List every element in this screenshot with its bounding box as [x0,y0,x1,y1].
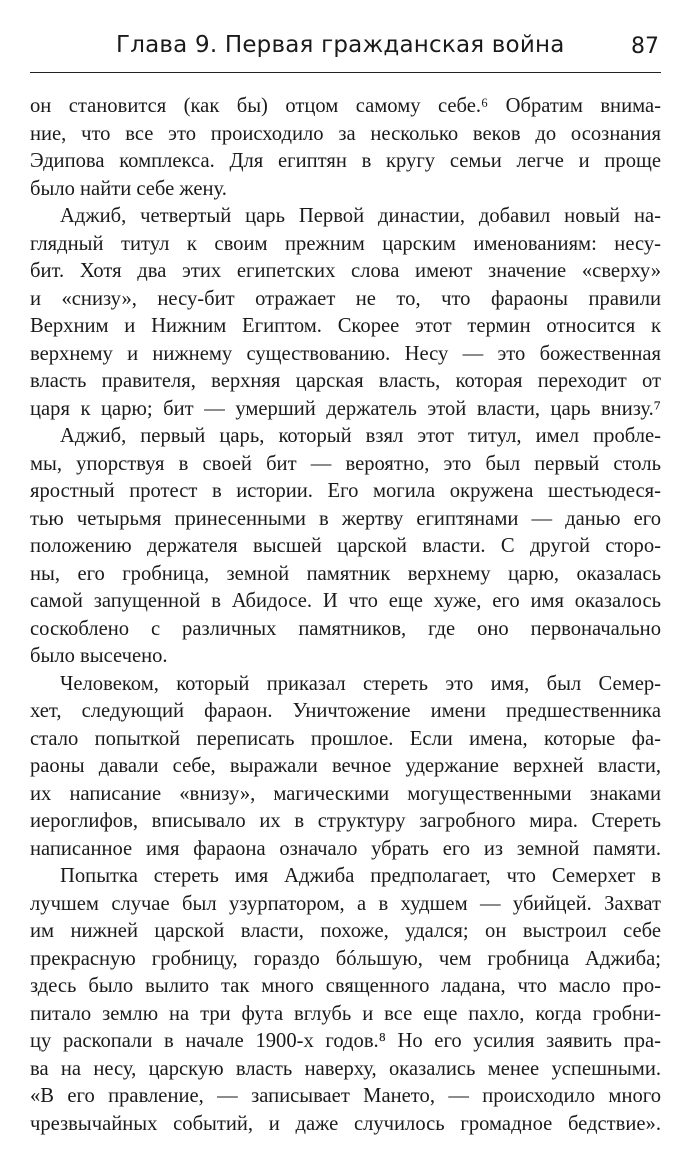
text-line: Человеком, который приказал стереть это имя, был Семер- [60,672,661,695]
text-line: яростный протест в истории. Его могила окружена шестьюдеся- [30,480,661,502]
text-line: самой запущенной в Абидосе. И что еще хуже, его имя оказалось [30,590,661,612]
text-line: ва на несу, царскую власть наверху, оказались менее успешными. [30,1057,661,1080]
text-line: положению держателя высшей царской власти. С другой сторо- [30,535,661,557]
text-line: ны, его гробница, земной памятник верхнему царю, оказалась [30,562,661,585]
text-line: Верхним и Нижним Египтом. Скорее этот термин относится к [30,315,661,337]
text-line: здесь было вылито так много священного ладана, что масло про- [30,975,661,997]
text-line: иероглифов, вписывало их в структуру загробного мира. Стереть [30,810,661,832]
text-line: прекрасную гробницу, гораздо бóльшую, чем гробница Аджиба; [30,947,661,970]
text-line: Попытка стереть имя Аджиба предполагает, что Семерхет в [60,865,661,887]
text-line: глядный титул к своим прежним царским именованиям: несу- [30,232,661,255]
text-line: раоны давали себе, выражали вечное удержание верхней власти, [30,755,661,777]
text-line: власть правителя, верхняя царская власть, которая переходит от [30,370,661,392]
text-line: соскоблено с различных памятников, где оно первоначально [30,617,661,640]
running-header [30,30,661,73]
text-line: лучшем случае был узурпатором, а в худшем — убийцей. Захват [30,892,661,915]
text-line: царя к царю; бит — умерший держатель этой власти, царь внизу.⁷ [30,397,661,420]
text-line: верхнему и нижнему существованию. Несу — это божественная [30,342,661,365]
text-line: было найти себе жену. [30,177,227,200]
text-line: их написание «внизу», магическими могущественными знаками [30,782,661,805]
text-line: стало попыткой переписать прошлое. Если имена, которые фа- [30,727,661,750]
text-line: было высечено. [30,645,168,667]
text-line: им нижней царской власти, похоже, удался; он выстроил себе [30,920,661,942]
page-number: 87 [631,34,659,59]
text-line: «В его правление, — записывает Мането, — происходило много [30,1085,661,1107]
text-line: написанное имя фараона означало убрать его из земной памяти. [30,837,661,860]
text-line: питало землю на три фута вглубь и все еще пахло, когда гробни- [30,1002,661,1025]
chapter-title: Глава 9. Первая гражданская война [116,32,565,58]
text-line: бит. Хотя два этих египетских слова имеют значение «сверху» [30,260,661,282]
text-line: и «снизу», несу-бит отражает не то, что фараоны правили [30,287,661,310]
text-line: он становится (как бы) отцом самому себе.⁶ Обратим внима- [30,95,661,117]
text-line: чрезвычайных событий, и даже случилось громадное бедствие». [30,1112,661,1135]
text-line: ние, что все это происходило за несколько веков до осознания [30,122,661,145]
text-line: Аджиб, первый царь, который взял этот титул, имел пробле- [60,425,661,447]
text-line: хет, следующий фараон. Уничтожение имени предшественника [30,700,661,722]
text-line: тью четырьмя принесенными в жертву египтянами — данью его [30,507,661,530]
body-text [30,93,661,1138]
text-line: Аджиб, четвертый царь Первой династии, добавил новый на- [60,205,661,227]
text-line: мы, упорствуя в своей бит — вероятно, это был первый столь [30,452,661,475]
text-line: Эдипова комплекса. Для египтян в кругу семьи легче и проще [30,150,661,172]
text-line: цу раскопали в начале 1900-х годов.⁸ Но его усилия заявить пра- [30,1030,661,1052]
